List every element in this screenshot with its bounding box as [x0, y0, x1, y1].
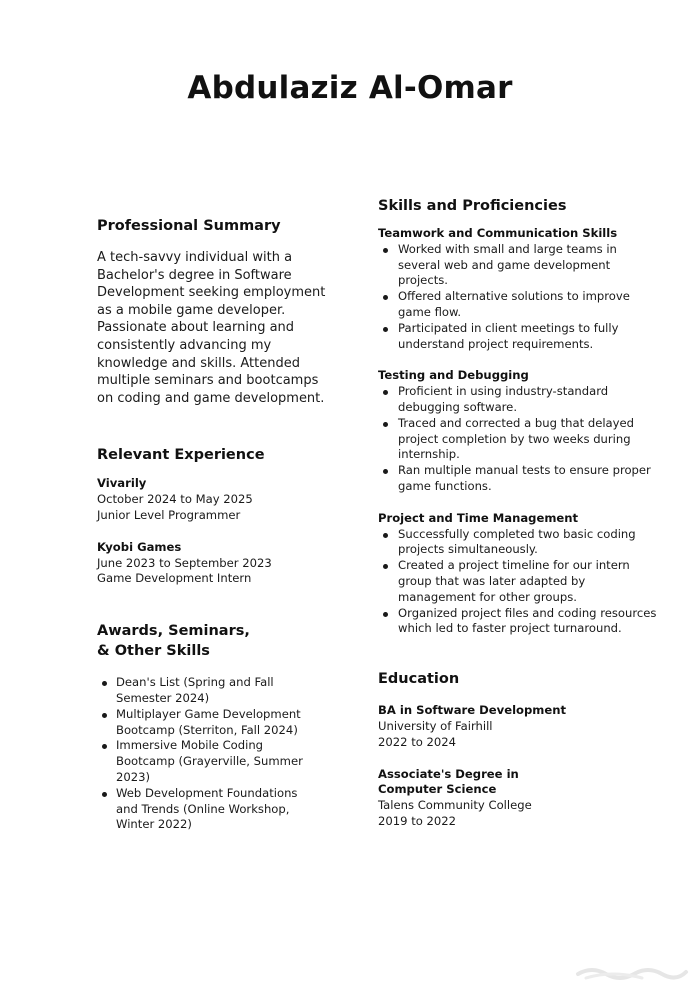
education-dates: 2019 to 2022	[378, 813, 457, 828]
job-role: Game Development Intern	[97, 571, 252, 586]
list-item: Traced and corrected a bug that delayed project completion by two weeks during internship.	[378, 416, 660, 463]
experience-heading: Relevant Experience	[97, 447, 265, 464]
job-dates: October 2024 to May 2025	[97, 492, 253, 507]
job-company: Vivarily	[97, 476, 147, 491]
job-company: Kyobi Games	[97, 539, 182, 554]
education-degree: BA in Software Development	[378, 703, 567, 718]
skills-heading: Skills and Proficiencies	[378, 198, 567, 214]
education-dates: 2022 to 2024	[378, 734, 457, 749]
skill-list	[378, 527, 660, 638]
list-item: Offered alternative solutions to improve game flow.	[378, 289, 660, 321]
list-item: Organized project files and coding resources which led to faster project turnaround.	[378, 606, 660, 638]
right-column	[378, 196, 660, 830]
skill-group-title: Teamwork and Communication Skills	[378, 226, 618, 240]
job-role: Junior Level Programmer	[97, 507, 241, 522]
education-entry	[378, 766, 532, 830]
summary-heading: Professional Summary	[97, 218, 281, 234]
education-entry	[378, 703, 660, 750]
skill-list	[378, 384, 660, 495]
job-dates: June 2023 to September 2023	[97, 555, 272, 570]
skill-group	[378, 226, 660, 352]
awards-heading-line2: & Other Skills	[97, 643, 210, 660]
skill-list	[378, 242, 660, 353]
education-degree: Associate's Degree in Computer Science	[378, 766, 519, 797]
list-item: Worked with small and large teams in several web and game development projects.	[378, 242, 660, 289]
watermark-logo-icon	[572, 956, 692, 982]
skill-group	[378, 368, 660, 494]
list-item: Ran multiple manual tests to ensure proper game functions.	[378, 463, 660, 495]
skill-group	[378, 511, 660, 637]
skill-group-title: Project and Time Management	[378, 510, 579, 525]
list-item: Immersive Mobile Coding Bootcamp (Grayerville, Summer 2023)	[97, 738, 322, 785]
left-column	[97, 216, 327, 833]
list-item: Created a project timeline for our intern group that was later adapted by management for other groups.	[378, 558, 660, 605]
list-item: Multiplayer Game Development Bootcamp (Sterriton, Fall 2024)	[97, 707, 322, 739]
resume-name: Abdulaziz Al-Omar	[187, 70, 513, 106]
awards-list	[97, 675, 322, 833]
summary-text: A tech-savvy individual with a Bachelor's degree in Software Development seeking employment as a mobile game developer. Passionate about learning and consistently advancing my knowledge and skills. Attended multiple seminars and bootcamps on coding and game development.	[97, 250, 326, 406]
education-school: Talens Community College	[378, 798, 532, 813]
list-item: Proficient in using industry-standard debugging software.	[378, 384, 660, 416]
skill-group-title: Testing and Debugging	[378, 368, 529, 383]
education-school: University of Fairhill	[378, 718, 493, 733]
awards-heading-line1: Awards, Seminars,	[97, 623, 250, 640]
list-item: Successfully completed two basic coding projects simultaneously.	[378, 527, 660, 559]
job-entry	[97, 540, 327, 587]
awards-heading	[97, 621, 327, 661]
list-item: Participated in client meetings to fully understand project requirements.	[378, 321, 660, 353]
education-heading: Education	[378, 671, 460, 688]
list-item: Web Development Foundations and Trends (Online Workshop, Winter 2022)	[97, 786, 322, 833]
job-entry	[97, 476, 327, 523]
list-item: Dean's List (Spring and Fall Semester 2024)	[97, 675, 322, 707]
